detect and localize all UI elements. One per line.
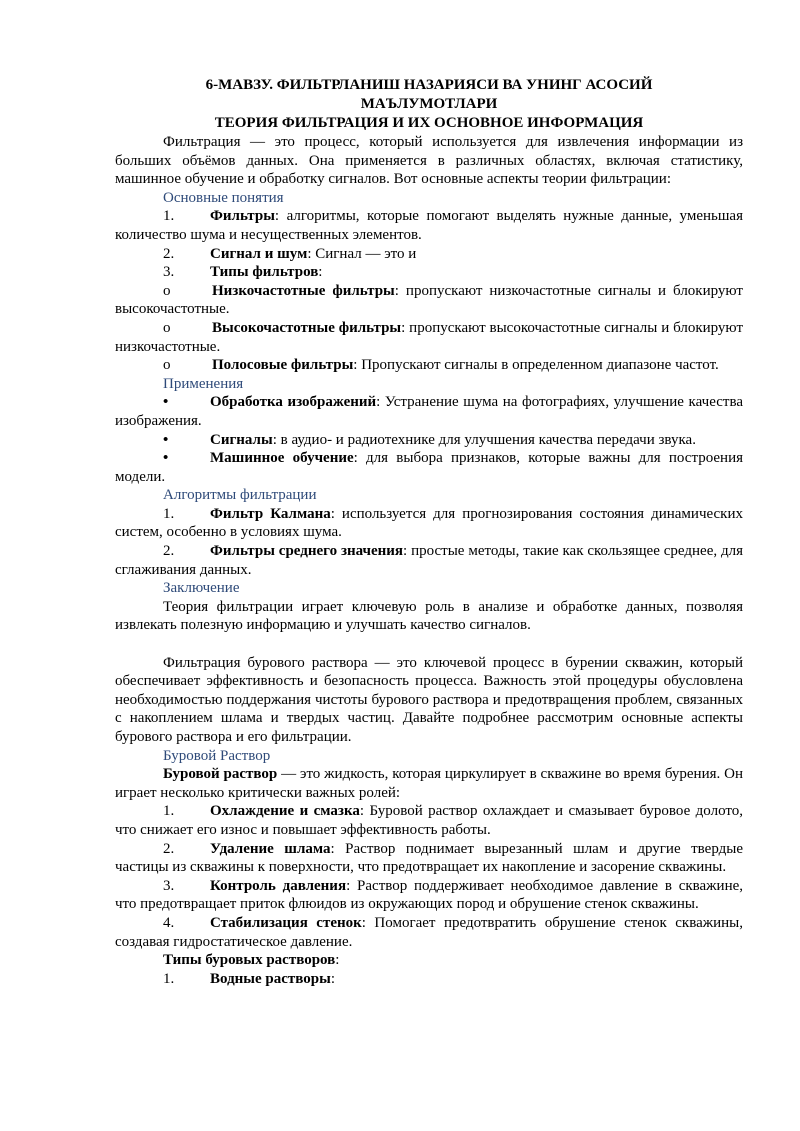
definition: : алгоритмы, которые помогают выделять нужные данные, уменьшая количество шума и несущественных элементов.: [115, 208, 743, 243]
list-item-cuttings-removal: [115, 840, 743, 877]
list-item-filter-types: [115, 263, 743, 282]
term: Контроль давления: [210, 877, 347, 894]
bullet: •: [163, 394, 169, 411]
heading-basic-concepts: Основные понятия: [163, 189, 284, 206]
definition: : простые методы, такие как скользящее среднее, для сглаживания данных.: [115, 543, 743, 578]
sublist-item-lowpass: [115, 282, 743, 319]
definition: : Пропускают сигналы в определенном диапазоне частот.: [353, 357, 719, 374]
list-number: 1.: [163, 970, 175, 987]
definition: :: [335, 952, 340, 969]
bullet-item-machine-learning: [115, 449, 743, 486]
bullet: •: [163, 431, 169, 448]
bullet-item-image-processing: [115, 393, 743, 430]
definition: : в аудио- и радиотехнике для улучшения качества передачи звука.: [272, 431, 696, 448]
term: Типы буровых растворов: [163, 952, 336, 969]
definition: : Буровой раствор охлаждает и смазывает буровое долото, что снижает его износ и повышает эффективность работы.: [115, 803, 743, 838]
list-item-wall-stabilization: [115, 914, 743, 951]
list-number: 2.: [163, 543, 175, 560]
heading-applications: Применения: [163, 375, 244, 392]
conclusion-paragraph: Теория фильтрации играет ключевую роль в анализе и обработке данных, позволяя извлекать полезную информацию и улучшать качество сигналов.: [115, 598, 743, 634]
term: Буровой раствор: [163, 766, 278, 783]
heading-conclusion: Заключение: [163, 580, 240, 597]
intro-paragraph: Фильтрация — это процесс, который используется для извлечения информации из больших объёмов данных. Она применяется в различных областях, включая статистику, машинное обучение и обработку сигналов. Вот основные аспекты теории фильтрации:: [115, 134, 743, 188]
term: Низкочастотные фильтры: [212, 282, 395, 299]
definition: : пропускают низкочастотные сигналы и блокируют высокочастотные.: [115, 282, 743, 318]
definition: : для выбора признаков, которые важны для построения модели.: [115, 450, 743, 485]
list-number: 2.: [163, 840, 175, 857]
document-title-uz: [115, 76, 743, 114]
term: Обработка изображений: [210, 394, 377, 411]
mud-types-heading: [115, 951, 743, 970]
term: Высокочастотные фильтры: [212, 319, 402, 336]
term: Фильтры: [210, 208, 275, 225]
definition: :: [318, 264, 323, 281]
definition: : используется для прогнозирования состояния динамических систем, особенно в условиях шума.: [115, 505, 743, 541]
term: Фильтры среднего значения: [210, 543, 404, 560]
term: Фильтр Калмана: [210, 505, 331, 522]
list-number: 1.: [163, 505, 175, 522]
term: Полосовые фильтры: [212, 357, 354, 374]
term: Типы фильтров: [210, 264, 319, 281]
list-item-filters: [115, 207, 743, 244]
list-item-cooling: [115, 802, 743, 839]
list-number: 2.: [163, 245, 175, 262]
definition: : Устранение шума на фотографиях, улучшение качества изображения.: [115, 394, 743, 429]
mud-definition-paragraph: [115, 765, 743, 802]
definition: : Раствор поднимает вырезанный шлам и другие твердые частицы из скважины к поверхности, что предотвращает их накопление и засорение скважины.: [115, 840, 743, 876]
definition: : Раствор поддерживает необходимое давление в скважине, что предотвращает приток флюидов из окружающих пород и обрушение стенок скважины.: [115, 877, 744, 913]
title-uz-line-1: 6-МАВЗУ. ФИЛЬТРЛАНИШ НАЗАРИЯСИ ВА УНИНГ АСОСИЙ: [205, 77, 653, 93]
definition: : Сигнал — это и: [307, 245, 417, 262]
heading-drilling-mud: Буровой Раствор: [163, 747, 271, 764]
blank-line: [115, 635, 743, 654]
sublist-item-bandpass: [115, 356, 743, 375]
term: Водные растворы: [210, 970, 331, 987]
list-item-water-based: [115, 970, 743, 989]
definition: : пропускают высокочастотные сигналы и блокируют низкочастотные.: [115, 319, 743, 355]
term: Сигнал и шум: [210, 245, 308, 262]
list-number: 1.: [163, 803, 175, 820]
bullet: •: [163, 450, 169, 467]
definition: :: [330, 970, 336, 987]
document-title-ru: ТЕОРИЯ ФИЛЬТРАЦИЯ И ИХ ОСНОВНОЕ ИНФОРМАЦИЯ: [214, 115, 644, 131]
term: Охлаждение и смазка: [210, 803, 360, 820]
sublist-marker: o: [163, 319, 171, 336]
list-number: 4.: [163, 914, 175, 931]
list-item-pressure-control: [115, 877, 743, 914]
definition: : Помогает предотвратить обрушение стенок скважины, создавая гидростатическое давление.: [115, 914, 743, 950]
list-item-mean-filters: [115, 542, 743, 579]
sublist-marker: o: [163, 357, 171, 374]
term: Стабилизация стенок: [210, 914, 362, 931]
list-item-kalman: [115, 505, 743, 542]
list-number: 3.: [163, 264, 175, 281]
term: Сигналы: [210, 431, 273, 448]
list-number: 1.: [163, 208, 175, 225]
drilling-intro-paragraph: Фильтрация бурового раствора — это ключевой процесс в бурении скважин, который обеспечивает эффективность и безопасность процесса. Важность этой процедуры обусловлена необходимостью поддержания чистоты бурового раствора и предотвращения проблем, связанных с накоплением шлама и твердых частиц. Давайте подробнее рассмотрим основные аспекты бурового раствора и его фильтрации.: [115, 654, 743, 745]
heading-algorithms: Алгоритмы фильтрации: [163, 487, 317, 504]
list-item-signal-noise: [115, 245, 743, 264]
term: Удаление шлама: [210, 840, 331, 857]
bullet-item-signals: [115, 431, 743, 450]
definition: — это жидкость, которая циркулирует в скважине во время бурения. Он играет несколько критически важных ролей:: [115, 766, 743, 801]
list-number: 3.: [163, 877, 175, 894]
sublist-marker: o: [163, 282, 171, 299]
title-uz-line-2: МАЪЛУМОТЛАРИ: [360, 96, 498, 112]
sublist-item-highpass: [115, 319, 743, 356]
term: Машинное обучение: [210, 450, 354, 467]
